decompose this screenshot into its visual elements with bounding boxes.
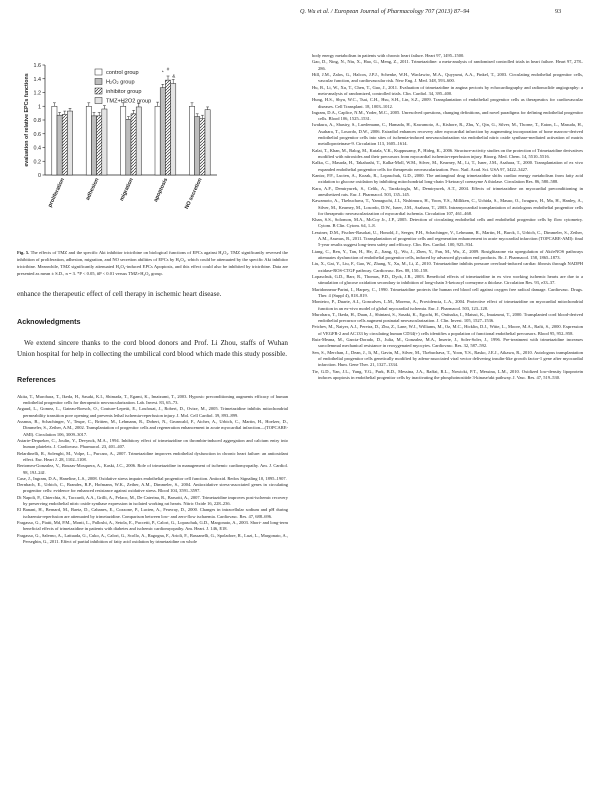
legend-swatch [95,69,102,75]
reference-entry: Khan, S.S., Solomon, M.A., McCoy Jr., J.P., 2005. Detection of circulating endothelial cells and endothelial progenitor cells by flow cytometry. Cytom. B Clin. Cytom. 64, 1–8. [312,217,583,229]
bar [205,110,210,175]
reference-entry: Lopaschuk, G.D., Barr, R., Thomas, P.D., Dyck, J.R., 2003. Beneficial effects of trimetazidine in ex vivo working ischemic hearts are due to a stimulation of glucose oxidation secondary to inhibition of long-chain 3-ketoacyl coenzyme a thiolase. Circulation Res. 93, e33–37. [312,273,583,286]
figure-caption [17,249,288,277]
reference-entry: Hill, J.M., Zalos, G., Halcox, J.P.J., Schenke, W.H., Waclawiw, M.A., Quyyumi, A.A., Finkel, T., 2003. Circulating endothelial progenitor cells, vascular function, and cardiovascular risk. New Eng. J. Med. 348, 593–600. [312,71,583,84]
bar [52,106,57,175]
page-number: 93 [555,8,562,15]
x-tick-label: migration [118,177,135,203]
caption-text: The effects of TMZ and the specific Akt inhibitor triciribine on biological functions of EPCs against H₂O₂. TMZ significantly reversed the inhibition of proliferation, adhesion, migration, and NO secretion abilities of EPCs by H₂O₂, which could be attenuated by the specific Akt inhibitor triciribine. Meanwhile, TMZ significantly attenuated H₂O₂-induced EPCs Apoptosis, and this effect could also be inhibited by triciribine. Data are presented as mean ± S.D., n = 3. *P < 0.05, #P < 0.01 versus TMZ+H₂O₂ group. [17,250,288,277]
legend-label: TMZ+H2O2 group [106,98,152,105]
reference-entry: Kantor, P.F., Lucien, A., Kozak, R., Lopaschuk, G.D., 2000. The antianginal drug trimetazidine shifts cardiac energy metabolism from fatty acid oxidation to glucose oxidation by inhibiting mitochondrial long-chain 3-ketoacyl coenzyme A thiolase. Circulation Res. 86, 580–588. [312,172,583,185]
left-column [17,53,288,545]
reference-entry: Astarie-Dequeker, C., Joulin, Y., Devynck, M.A., 1994. Inhibitory effect of trimetazidine on thrombin-induced aggregation and calcium entry into human platelets. J. Cardiovasc. Pharmacol. 23, 401–407. [17,437,288,450]
reference-entry: Akita, T., Murohara, T., Ikeda, H., Sasaki, K.I., Shimada, T., Egami, K., Imaizumi, T., 2003. Hypoxic preconditioning augments efficacy of human endothelial progenitor cells for therapeutic neovascularization. Lab. Invest. 83, 65–73. [17,393,288,406]
reference-entry: Monteiro, P., Duarte, A.I., Goncalves, L.M., Moreno, A., Providencia, L.A., 2004. Protective effect of trimetazidine on myocardial mitochondrial function in an ex-vivo model of global myocardial ischemia. Eur. J. Pharmacol. 503, 123–128. [312,299,583,311]
bar [126,119,131,175]
x-tick-label: proliferation [47,177,67,209]
running-header [0,8,600,22]
references-list-left [17,394,288,546]
reference-entry: Ruiz-Meana, M., Garcia-Dorado, D., Julia, M., Gonzalez, M.A., Inserte, J., Soler-Soler, J., 1996. Pre-treatment with trimetazidine increases sarcolemmal mechanical resistance in reoxygenated myocytes. Cardiovasc. Res. 32, 587–592. [312,337,583,349]
bar [200,119,205,175]
legend-swatch [95,79,102,85]
reference-entry: Di Napoli, P., Chierchia, S., Taccardi, A.A., Grilli, A., Felaco, M., De Caterina, R., Barsotti, A., 2007. Trimetazidine improves post-ischemic recovery by preserving endothelial nitric oxide synthase expression in isolated working rat hearts. Nitric Oxide 16, 228–236. [17,494,288,507]
bar [57,115,62,175]
reference-entry: Kalka, C., Masuda, H., Takahashi, T., Kalka-Moll, W.M., Silver, M., Kearney, M., Li, T., Isner, J.M., Asahara, T., 2000. Transplantation of ex vivo expanded endothelial progenitor cells for therapeutic neovascularization. Proc. Natl. Acad. Sci. USA 97, 3422–3427. [312,160,583,172]
bar [131,114,136,175]
significance-mark: & [172,73,176,79]
reference-entry: Lesstner, D.M., Fischer-Rasokat, U., Honold, J., Seeger, F.H., Schachinger, V., Lehmann, R., Martin, H., Burck, I., Urbich, C., Dimmeler, S., Zeiher, A.M., Assmus, B., 2011. Transplantation of progenitor cells and regeneration enhancement in acute myocardial infarction (TOPCARE-AMI): final 5-year results suggest long-term safety and efficacy. Clin. Res. Cardiol. 100, 925–934. [312,229,583,248]
reference-entry: Liang, C., Ren, Y., Tan, H., He, Z., Jiang, Q., Wu, J., Zhen, Y., Fan, M., Wu, Z., 2009. Rosiglitazone via upregulation of Akt/eNOS pathways attenuates dysfunction of endothelial progenitor cells, induced by advanced glycation end products. Br. J. Pharmacol. 158, 1865–1873. [312,248,583,260]
reference-entry: Assmus, B., Schachinger, V., Teupe, C., Britten, M., Lehmann, R., Dobert, N., Grunwald, F., Aicher, A., Urbich, C., Martin, H., Hoelzer, D., Dimmeler, S., Zeiher, A.M., 2002. Transplantation of progenitor cells and regeneration enhancement in acute myocardial infarction—(TOPCARE-AMI). Circulation 106, 3009–3017. [17,419,288,437]
reference-entry: El Banani, H., Bernard, M., Baetz, D., Cabanes, E., Cozzone, P., Lucien, A., Feuvray, D., 2000. Changes in intracellular sodium and pH during ischaemia-reperfusion are attenuated by trimetazidine. Comparison between low- and zero-flow ischaemia. Cardiovasc. Res. 47, 688–696. [17,507,288,519]
bar [102,109,107,175]
bar [165,80,170,175]
reference-entry: Tie, G.D., Yan, J.L., Yang, Y.G., Park, B.D., Messina, J.A., Raffai, R.L., Nowicki, P.T., Messina, L.M., 2010. Oxidized low-density lipoprotein induces apoptosis in endothelial progenitor cells by inactivating the phosphoinositide 3-kinase/akt pathway. J. Vasc. Res. 47, 519–530. [312,368,583,380]
caption-label: Fig. 5. [17,250,30,255]
y-tick-label: 1.2 [33,90,41,97]
legend-label: control group [106,70,139,76]
reference-entry: Maridonneau-Parini, I., Harpey, C., 1990. Trimetazidine protects the human red blood cell against oxygen free radical damage. Cardiovasc. Drugs. Ther. 4 (Suppl 4), 818–819. [312,286,583,298]
reference-entry: Bertomeu-Gonzalez, V., Bouzas-Mosquera, A., Kaski, J.C., 2006. Role of trimetazidine in management of ischemic cardiomyopathy. Am. J. Cardiol. 98, 19J–24J. [17,463,288,475]
right-column [312,53,583,381]
reference-entry: Murohara, T., Ikeda, H., Duan, J., Shintani, S., Sasaki, K., Eguchi, H., Onitsuka, I., Matsui, K., Imaizumi, T., 2000. Transplanted cord blood-derived endothelial precursor cells augment postnatal neovascularization. J. Clin. Invest. 105, 1527–1536. [312,311,583,324]
reference-entry: Liu, X., Gai, Y., Liu, F., Gao, W., Zhang, Y., Xu, M., Li, Z., 2010. Trimetazidine inhibits pressure overload-induced cardiac fibrosis through NADPH oxidase-ROS-CTGF pathway. Cardiovasc. Res. 88, 150–158. [312,261,583,273]
bar [136,107,141,175]
legend-label: H₂O₂ group [106,79,135,86]
reference-entry: Argaud, L., Gomez, L., Gateau-Roesch, O., Couture-Lepetit, E., Loufouat, J., Robert, D., Ovize, M., 2005. Trimetazidine inhibits mitochondrial permeability transition pore opening and prevents lethal ischemia-reperfusion injury. J. Mol. Cell Cardiol. 39, 893–899. [17,406,288,418]
x-tick-label: adhesion [84,177,101,202]
reference-entry: Dernbach, E., Urbich, C., Brandes, R.P., Hofmann, W.K., Zeiher, A.M., Dimmeler, S., 2004. Antioxidative stress-associated genes in circulating progenitor cells: evidence for enhanced resistance against oxidative stress. Blood 104, 3591–3597. [17,482,288,494]
y-tick-label: 0 [38,173,41,179]
x-tick-label: apoptosis [153,177,170,203]
y-tick-label: 0.2 [33,159,41,166]
journal-citation: Q. Wu et al. / European Journal of Pharmacology 707 (2013) 87–94 [300,8,470,15]
reference-entry: Fragasso, G., Piatti, Md, P.M., Monti, L., Palloshi, A., Setola, E., Puccetti, P., Calori, G., Lopaschuk, G.D., Margonato, A., 2003. Short- and long-term beneficial effects of trimetazidine in patients with diabetes and ischemic cardiomyopathy. Am. Heart. J. 146, E18. [17,520,288,532]
bar [160,88,165,175]
y-tick-label: 1 [38,104,41,111]
reference-entry: Iwakura, A., Shastry, S., Luedemann, C., Hamada, H., Kawamoto, A., Kishore, R., Zhu, Y., Qin, G., Silver, M., Thorne, T., Eaton, L., Masuda, H., Asahara, T., Losordo, D.W., 2006. Estradiol enhances recovery after myocardial infarction by augmenting incorporation of bone marrow-derived endothelial progenitor cells into sites of ischemia-induced neovascularization via endothelial nitric oxide synthase-mediated activation of matrix metalloproteinase-9. Circulation 113, 1605–1614. [312,122,583,147]
reference-entry: body energy metabolism in patients with chronic heart failure. Heart 97, 1495–1500. [312,53,465,58]
bar [155,106,160,175]
reference-entry: Ingram, D.A., Caplice, N.M., Yoder, M.C., 2005. Unresolved questions, changing definitions, and novel paradigms for defining endothelial progenitor cells. Blood 106, 1525–1531. [312,109,583,122]
bar [97,116,102,175]
figure-5 [17,53,288,245]
y-tick-label: 0.6 [33,131,41,138]
legend-label: inhibitor group [106,89,142,95]
reference-entry: Fragasso, G., Salerno, A., Lattuada, G., Cuko, A., Calori, G., Scollo, A., Ragogna, F., Arioli, F., Bassanelli, G., Spoladore, R., Luzi, L., Margonato, A., Perseghin, G., 2011. Effect of partial inhibition of fatty acid oxidation by trimetazidine on whole [17,532,288,544]
reference-entry: Belardinelli, R., Solenghi, M., Volpe, L., Purcaro, A., 2007. Trimetazidine improves endothelial dysfunction in chronic heart failure: an antioxidant effect. Eur. Heart J. 28, 1102–1108. [17,450,288,462]
bar [62,115,67,176]
reference-entry: Peichev, M., Naiyer, A.J., Pereira, D., Zhu, Z., Lane, W.J., Williams, M., Oz, M.C., Hicklin, D.J., Witte, L., Moore, M.A., Rafii, S., 2000. Expression of VEGFR-2 and AC133 by circulating human CD34(+) cells identifies a population of functional endothelial precursors. Blood 95, 952–958. [312,324,583,336]
y-tick-label: 0.4 [33,145,41,152]
bar [189,106,194,175]
bar [91,116,96,175]
reference-entry: Kawamoto, A., Tkebuchava, T., Yamaguchi, J.I., Nishimura, H., Yoon, Y.S., Milliken, C., Uchida, S., Masuo, O., Iwaguro, H., Ma, H., Hanley, A., Silver, M., Kearney, M., Losordo, D.W., Isner, J.M., Asahara, T., 2003. Intramyocardial transplantation of autologous endothelial progenitor cells for therapeutic neovascularization of myocardial ischemia. Circulation 107, 461–468. [312,198,583,216]
significance-mark: # [166,66,170,72]
reference-entry: Gao, D., Ning, N., Niu, X., Hao, G., Meng, Z., 2011. Trimetazidine: a meta-analysis of randomised controlled trials in heart failure. Heart 97, 278–286. [312,59,583,71]
reference-entry: Kara, A.F., Demiryurek, S., Celik, A., Tarakcioglu, M., Demiryurek, A.T., 2004. Effects of trimetazidine on myocardial preconditioning in anesthetized rats. Eur. J. Pharmacol. 503, 135–145. [312,185,583,197]
significance-mark: * [161,69,164,75]
reference-entry: Case, J., Ingram, D.A., Haneline, L.S., 2008. Oxidative stress impairs endothelial progenitor cell function. Antioxid. Redox Signaling 10, 1895–1907. [17,475,287,481]
legend-swatch [95,98,102,104]
ack-text: We extend sincere thanks to the cord blood donors and Prof. Li Zhou, staffs of Wuhan Union hospital for help in collecting the umbilical cord blood which made this study possible. [17,339,288,358]
y-tick-label: 0.8 [33,118,41,124]
bar [86,106,91,175]
bar [67,111,72,175]
reference-entry: Hu, B., Li, W., Xu, T., Chen, T., Guo, J., 2011. Evaluation of trimetazidine in angina pectoris by echocardiography and radionuclide angiography: a meta-analysis of randomized, controlled trials. Clin. Cardiol. 34, 395–400. [312,84,583,96]
references-list-right [312,53,583,381]
bar [195,117,200,175]
legend-swatch [95,88,102,94]
body-text: enhance the therapeutic effect of cell therapy in ischemic heart disease. [17,290,222,299]
bar [171,84,176,175]
reference-entry: Sen, S., Merchan, J., Dean, J., Ii, M., Gavin, M., Silver, M., Tkebuchava, T., Yoon, Y.S., Rasko, J.E.J., Aikawa, R., 2010. Autologous transplantation of endothelial progenitor cells genetically modified by adeno-associated viral vector delivering insulin-like growth factor-1 gene after myocardial infarction. Hum. Gene Ther. 21, 1327–1334. [312,349,583,368]
y-tick-label: 1.4 [33,76,41,83]
y-axis-label: evaluation of relative EPCs functions [24,73,30,167]
reference-entry: Hung, H.S., Shyu, W.C., Tsai, C.H., Hsu, S.H., Lin, S.Z., 2009. Transplantation of endothelial progenitor cells as therapeutics for cardiovascular diseases. Cell Transplant. 18, 1003–1012. [312,97,583,109]
bar-chart [17,53,288,245]
x-tick-label: NO secretion [183,177,204,211]
bar [121,106,126,175]
ack-heading: Acknowledgments [17,317,81,327]
reference-entry: Kalai, T., Khan, M., Balog, M., Kutala, V.K., Kuppusamy, P., Hideg, K., 2006. Structure-activity studies on the protection of Trimetazidine derivatives modified with nitroxides and their precursors from myocardial ischemia-reperfusion injury. Bioorg. Med. Chem. 14, 5510–5516. [312,147,583,159]
y-tick-label: 1.6 [33,63,41,69]
references-heading: References [17,374,56,384]
